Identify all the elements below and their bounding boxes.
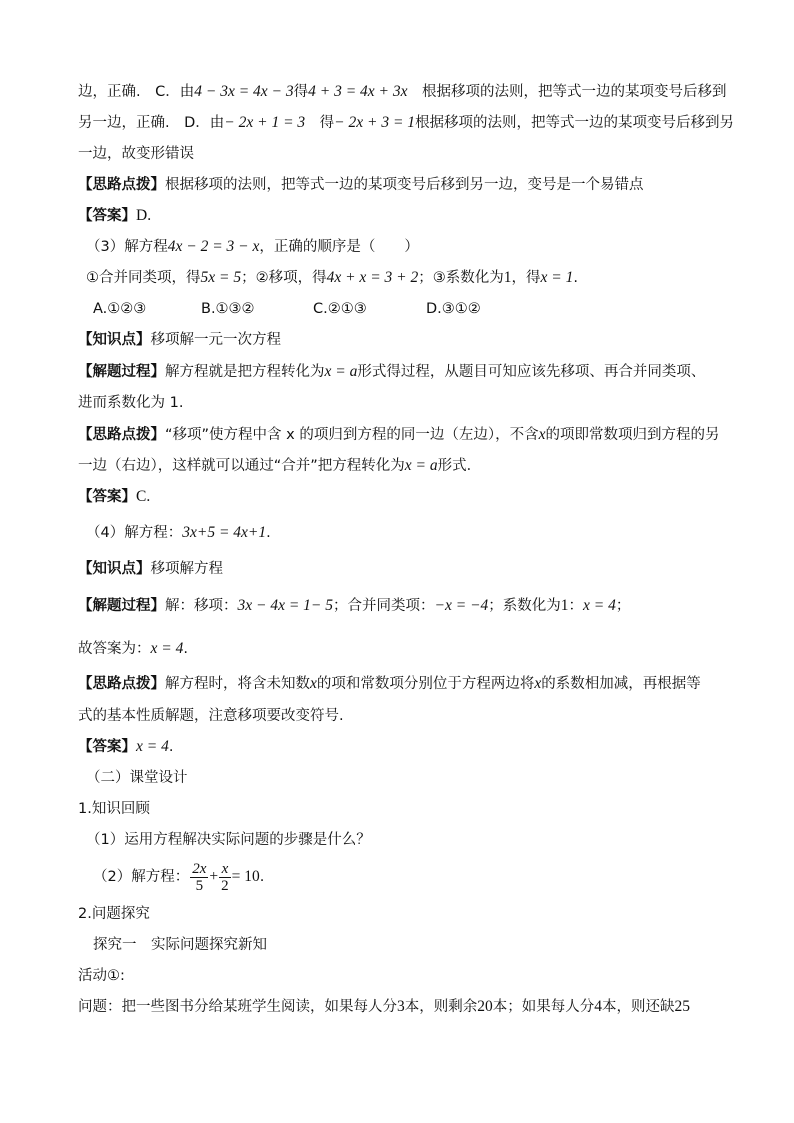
math-expression: 4x + x = 3 + 2 [326, 269, 419, 286]
text: ；③系数化为 [418, 270, 504, 286]
numerator: x [221, 860, 229, 877]
section-tag: 【解题过程】 [78, 364, 165, 380]
text: （2）解方程： [93, 869, 190, 885]
math-expression: 3x − 4x = 1− 5 [237, 597, 334, 614]
number: 1 [560, 597, 569, 614]
math-expression: −x = −4 [434, 597, 489, 614]
activity-label: 活动①: [78, 968, 125, 984]
review-question-2 [93, 860, 743, 894]
section-tag: 【思路点拨】 [78, 676, 165, 692]
text: ；系数化为 [488, 598, 561, 614]
math-expression: x = 4 [150, 640, 184, 657]
fraction [190, 861, 208, 894]
option-b: B.①③② [201, 301, 255, 317]
text: 一边（右边），这样就可以通过“合并”把方程转化为 [78, 458, 405, 474]
math-expression: x = a [404, 457, 438, 474]
solution-line [78, 596, 728, 616]
text: ；合并同类项： [333, 598, 435, 614]
text-line-2 [78, 113, 735, 133]
number: 3 [397, 998, 405, 1015]
text: ，正确的顺序是（ ） [259, 239, 419, 255]
problem-line [78, 997, 728, 1017]
answer-value: D. [136, 207, 152, 224]
section-tag: 【知识点】 [78, 332, 151, 348]
section-tag: 【思路点拨】 [78, 177, 165, 193]
subsection-heading: 1.知识回顾 [78, 801, 150, 817]
section-tag: 【知识点】 [78, 561, 151, 577]
denominator: 2 [221, 877, 229, 894]
text: 解方程就是把方程转化为 [165, 364, 325, 380]
numerator: 2x [192, 860, 207, 877]
denominator: 5 [190, 877, 208, 894]
text: 解方程时，将含未知数 [165, 676, 310, 692]
text: 本，则剩余 [404, 999, 478, 1015]
hint-line [78, 674, 728, 694]
option-c: C.②①③ [313, 301, 367, 317]
answer-value: C. [136, 488, 151, 505]
text: 根据移项的法则，把等式一边的某项变号后移到另 [415, 115, 735, 131]
section-tag: 【答案】 [78, 739, 136, 755]
question-3-options [93, 299, 743, 319]
text: . [183, 641, 188, 657]
text: “移项”使方程中含 x 的项归到方程的同一边（左边），不含 [165, 427, 539, 443]
exploration-heading: 探究一 实际问题探究新知 [93, 937, 267, 953]
number: 1 [503, 269, 512, 286]
text: 的系数相加减，再根据等 [541, 676, 701, 692]
text: ①合并同类项，得 [86, 270, 201, 286]
math-expression: 4 − 3x = 4x − 3 [194, 83, 294, 100]
option-a: A.①②③ [93, 301, 147, 317]
text: ； [615, 598, 631, 614]
answer-line [78, 737, 728, 757]
text: （3）解方程 [86, 239, 168, 255]
math-variable: x [310, 675, 317, 692]
text: ；②移项，得 [241, 270, 327, 286]
text: 根据移项的法则，把等式一边的某项变号后移到 [407, 84, 727, 100]
text-line-3: 一边，故变形错误 [78, 146, 194, 162]
text: . [573, 270, 578, 286]
answer-line [78, 206, 728, 226]
text: 移项解方程 [150, 561, 223, 577]
text: 本，则还缺 [602, 999, 675, 1015]
number: 25 [674, 998, 690, 1015]
text: 形式得过程，从题目可知应该先移项、再合并同类项、 [357, 364, 706, 380]
text: . [168, 739, 174, 755]
hint-line [78, 425, 728, 445]
text-line-1 [78, 82, 728, 102]
text: 问题：把一些图书分给某班学生阅读，如果每人分 [78, 999, 397, 1015]
text: . [266, 525, 271, 541]
text: 另一边，正确. D．由 [78, 115, 225, 131]
section-tag: 【答案】 [78, 489, 136, 505]
math-variable: x [538, 426, 546, 443]
text-line-18 [78, 639, 728, 659]
text: 的项和常数项分别位于方程两边将 [316, 676, 535, 692]
section-tag: 【思路点拨】 [78, 427, 165, 443]
question-3 [86, 237, 736, 257]
text: 本；如果每人分 [492, 999, 595, 1015]
math-expression: x = 1 [540, 269, 574, 286]
solution-line [78, 362, 728, 382]
text-line-13 [78, 456, 728, 476]
number: 20 [477, 998, 493, 1015]
section-tag: 【答案】 [78, 208, 136, 224]
section-heading: （二）课堂设计 [86, 770, 188, 786]
section-tag: 【解题过程】 [78, 598, 165, 614]
text-line-20: 式的基本性质解题，注意移项要改变符号. [78, 708, 344, 724]
math-expression: x = 4 [136, 738, 169, 755]
math-expression: 4x − 2 = 3 − x [167, 238, 260, 255]
number: 4 [594, 998, 602, 1015]
text: ，得 [511, 270, 541, 286]
math-expression: x = a [324, 363, 358, 380]
math-expression: 4 + 3 = 4x + 3x [308, 83, 408, 100]
text: 得 [305, 115, 335, 131]
review-question-1: （1）运用方程解决实际问题的步骤是什么？ [86, 832, 371, 848]
text: 得 [293, 84, 309, 100]
math-variable: x [534, 675, 542, 692]
text: 解：移项： [165, 598, 238, 614]
question-3-steps [86, 268, 736, 288]
plus-sign: + [209, 868, 219, 885]
subsection-heading: 2.问题探究 [78, 906, 150, 922]
math-expression: = 10 [231, 868, 260, 885]
option-d: D.③①② [426, 301, 481, 317]
math-expression: − 2x + 1 = 3 [224, 114, 306, 131]
text: . [259, 869, 265, 885]
text: （4）解方程： [86, 525, 183, 541]
fraction [219, 861, 231, 894]
hint-line [78, 175, 728, 195]
math-expression: 3x+5 = 4x+1 [182, 524, 267, 541]
text-line-11: 进而系数化为 1. [78, 395, 184, 411]
math-expression: 5x = 5 [200, 269, 242, 286]
math-expression: − 2x + 3 = 1 [334, 114, 416, 131]
text: 边，正确. C．由 [78, 84, 195, 100]
text: 根据移项的法则，把等式一边的某项变号后移到另一边，变号是一个易错点 [165, 177, 644, 193]
knowledge-point-line [78, 330, 728, 350]
text: ： [568, 598, 584, 614]
question-4 [86, 523, 736, 543]
text: 故答案为： [78, 641, 151, 657]
text: 形式． [437, 458, 482, 474]
knowledge-point-line [78, 559, 728, 579]
text: 的项即常数项归到方程的另 [545, 427, 720, 443]
answer-line [78, 487, 728, 507]
text: 移项解一元一次方程 [150, 332, 281, 348]
math-expression: x = 4 [583, 597, 616, 614]
